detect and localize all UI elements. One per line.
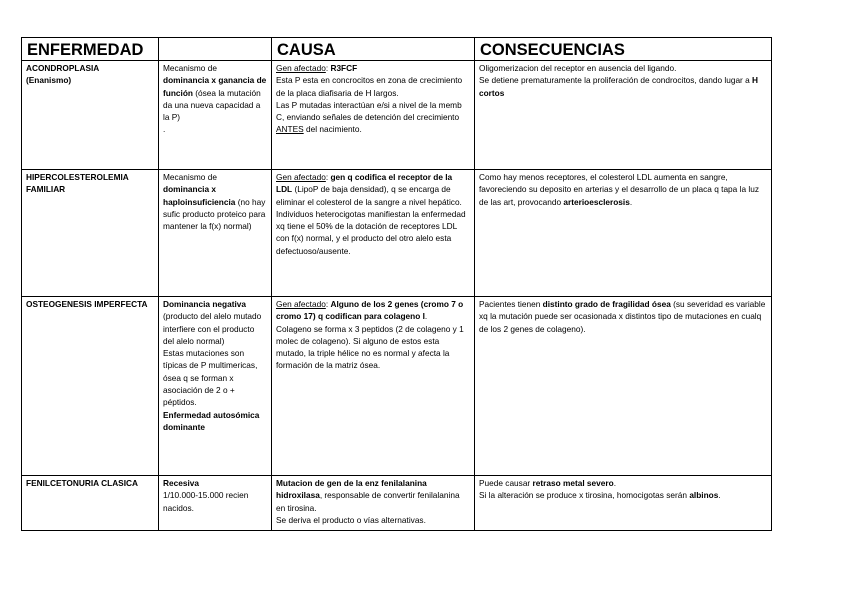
disease-name: ACONDROPLASIA <box>26 63 100 73</box>
consequence-text: Puede causar <box>479 478 533 488</box>
mechanism-text: (producto del alelo mutado interfiere con el producto del alelo normal) <box>163 311 262 346</box>
cause-sep: : <box>325 172 331 182</box>
consequence-text: . <box>629 196 633 207</box>
mechanism-text: (no hay sufic producto proteico para mantener la f(x) normal) <box>163 196 266 232</box>
consequence-bold: retraso metal severo <box>532 478 614 488</box>
cause-cell <box>272 476 475 531</box>
consequence-text: Pacientes tienen <box>479 299 543 309</box>
cause-label: Gen afectado <box>276 63 326 73</box>
disease-name: HIPERCOLESTEROLEMIA FAMILIAR <box>26 172 129 195</box>
consequence-text: Se detiene prematuramente la proliferación de condrocitos, dando lugar a <box>479 75 753 86</box>
header-consecuencias: CONSECUENCIAS <box>475 38 772 61</box>
consequence-bold: albinos <box>689 490 719 501</box>
cause-text: Se deriva el producto o vías alternativas. <box>276 514 426 525</box>
consequence-text: Oligomerizacion del receptor en ausencia del ligando. <box>479 63 677 73</box>
mechanism-bold: Dominancia negativa <box>163 299 246 309</box>
consequence-cell <box>475 297 772 476</box>
cause-bold: Alguno de los 2 genes (cromo 7 o cromo 17) q codifican para colageno I <box>276 299 464 322</box>
mechanism-text: Mecanismo de <box>163 172 217 182</box>
cause-label: Gen afectado <box>276 299 326 309</box>
mechanism-text: 1/10.000-15.000 recien nacidos. <box>163 490 249 513</box>
cause-text: Esta P esta en concrocitos en zona de crecimiento de la placa diafisaria de H largos. <box>276 75 463 98</box>
cause-text: , responsable de convertir fenilalanina en tirosina. <box>276 490 460 513</box>
disease-cell <box>22 61 159 170</box>
mechanism-text: . <box>163 124 166 135</box>
mechanism-cell <box>159 297 272 476</box>
mechanism-text: Mecanismo de <box>163 63 217 73</box>
mechanism-text: (ósea la mutación da una nueva capacidad a la P) <box>163 87 261 123</box>
mechanism-bold: Enfermedad autosómica dominante <box>163 409 260 432</box>
cause-text: Individuos heterocigotas manifiestan la enfermedad xq tiene el 50% de la dotación de receptores LDL con f(x) normal, y el producto del otro alelo esta defectuoso/ausente. <box>276 208 466 256</box>
cause-bold: gen q codifica el receptor de la LDL <box>276 172 453 195</box>
cause-text: (LipoP de baja densidad), q se encarga de eliminar el colesterol de la sangre a nivel hepático. <box>276 184 462 207</box>
mechanism-bold: dominancia x ganancia de función <box>163 75 267 98</box>
cause-label: Gen afectado <box>276 172 326 182</box>
cause-cell <box>272 297 475 476</box>
mechanism-cell <box>159 170 272 297</box>
header-row <box>22 38 772 61</box>
table-row <box>22 297 772 476</box>
disease-table <box>21 37 772 531</box>
cause-text: del nacimiento. <box>303 124 362 135</box>
header-mechanism <box>159 38 272 61</box>
mechanism-bold: Recesiva <box>163 478 199 488</box>
table-row <box>22 170 772 297</box>
consequence-text: . <box>718 490 721 501</box>
cause-cell <box>272 170 475 297</box>
mechanism-text: Estas mutaciones son típicas de P multimericas, ósea q se forman x asociación de 2 o + péptidos. <box>163 348 258 408</box>
cause-sep: : <box>325 63 331 73</box>
disease-name: FENILCETONURIA CLASICA <box>26 478 139 488</box>
disease-cell <box>22 476 159 531</box>
consequence-cell <box>475 476 772 531</box>
cause-underline: ANTES <box>276 124 304 135</box>
cause-cell <box>272 61 475 170</box>
cause-bold: Mutacion de gen de la enz fenilalanina hidroxilasa <box>276 478 427 501</box>
consequence-bold: H cortos <box>479 75 759 98</box>
disease-cell <box>22 170 159 297</box>
consequence-cell <box>475 170 772 297</box>
header-enfermedad: ENFERMEDAD <box>22 38 159 61</box>
consequence-bold: arterioesclerosis <box>563 196 630 207</box>
disease-cell <box>22 297 159 476</box>
table-row <box>22 476 772 531</box>
cause-gene: R3FCF <box>330 63 358 73</box>
disease-alt-name: (Enanismo) <box>26 75 72 86</box>
mechanism-bold: dominancia x haploinsuficiencia <box>163 184 236 207</box>
consequence-text: Como hay menos receptores, el colesterol LDL aumenta en sangre, favoreciendo su deposito en arterias y el desarrollo de un placa q tapa la luz de las art, provocando <box>479 172 759 207</box>
cause-sep: : <box>325 299 331 309</box>
consequence-cell <box>475 61 772 170</box>
mechanism-cell <box>159 476 272 531</box>
cause-text: Colageno se forma x 3 peptidos (2 de colageno y 1 molec de colageno). Si alguno de estos esta mutado, la triple hélice no es normal y afecta la formación de la matriz ósea. <box>276 323 464 371</box>
disease-name: OSTEOGENESIS IMPERFECTA <box>26 299 148 309</box>
consequence-text: Si la alteración se produce x tirosina, homocigotas serán <box>479 490 690 501</box>
header-causa: CAUSA <box>272 38 475 61</box>
consequence-bold: distinto grado de fragilidad ósea <box>542 299 671 309</box>
cause-text: . <box>424 311 428 322</box>
cause-text: Las P mutadas interactúan e/si a nivel de la memb C, enviando señales de detención del crecimiento <box>276 99 462 123</box>
consequence-text: (su severidad es variable xq la mutación puede ser ocasionada x distintos tipo de mutaciones en cualq de los 2 genes de colageno). <box>479 299 766 334</box>
mechanism-cell <box>159 61 272 170</box>
consequence-text: . <box>613 478 616 488</box>
table-row <box>22 61 772 170</box>
